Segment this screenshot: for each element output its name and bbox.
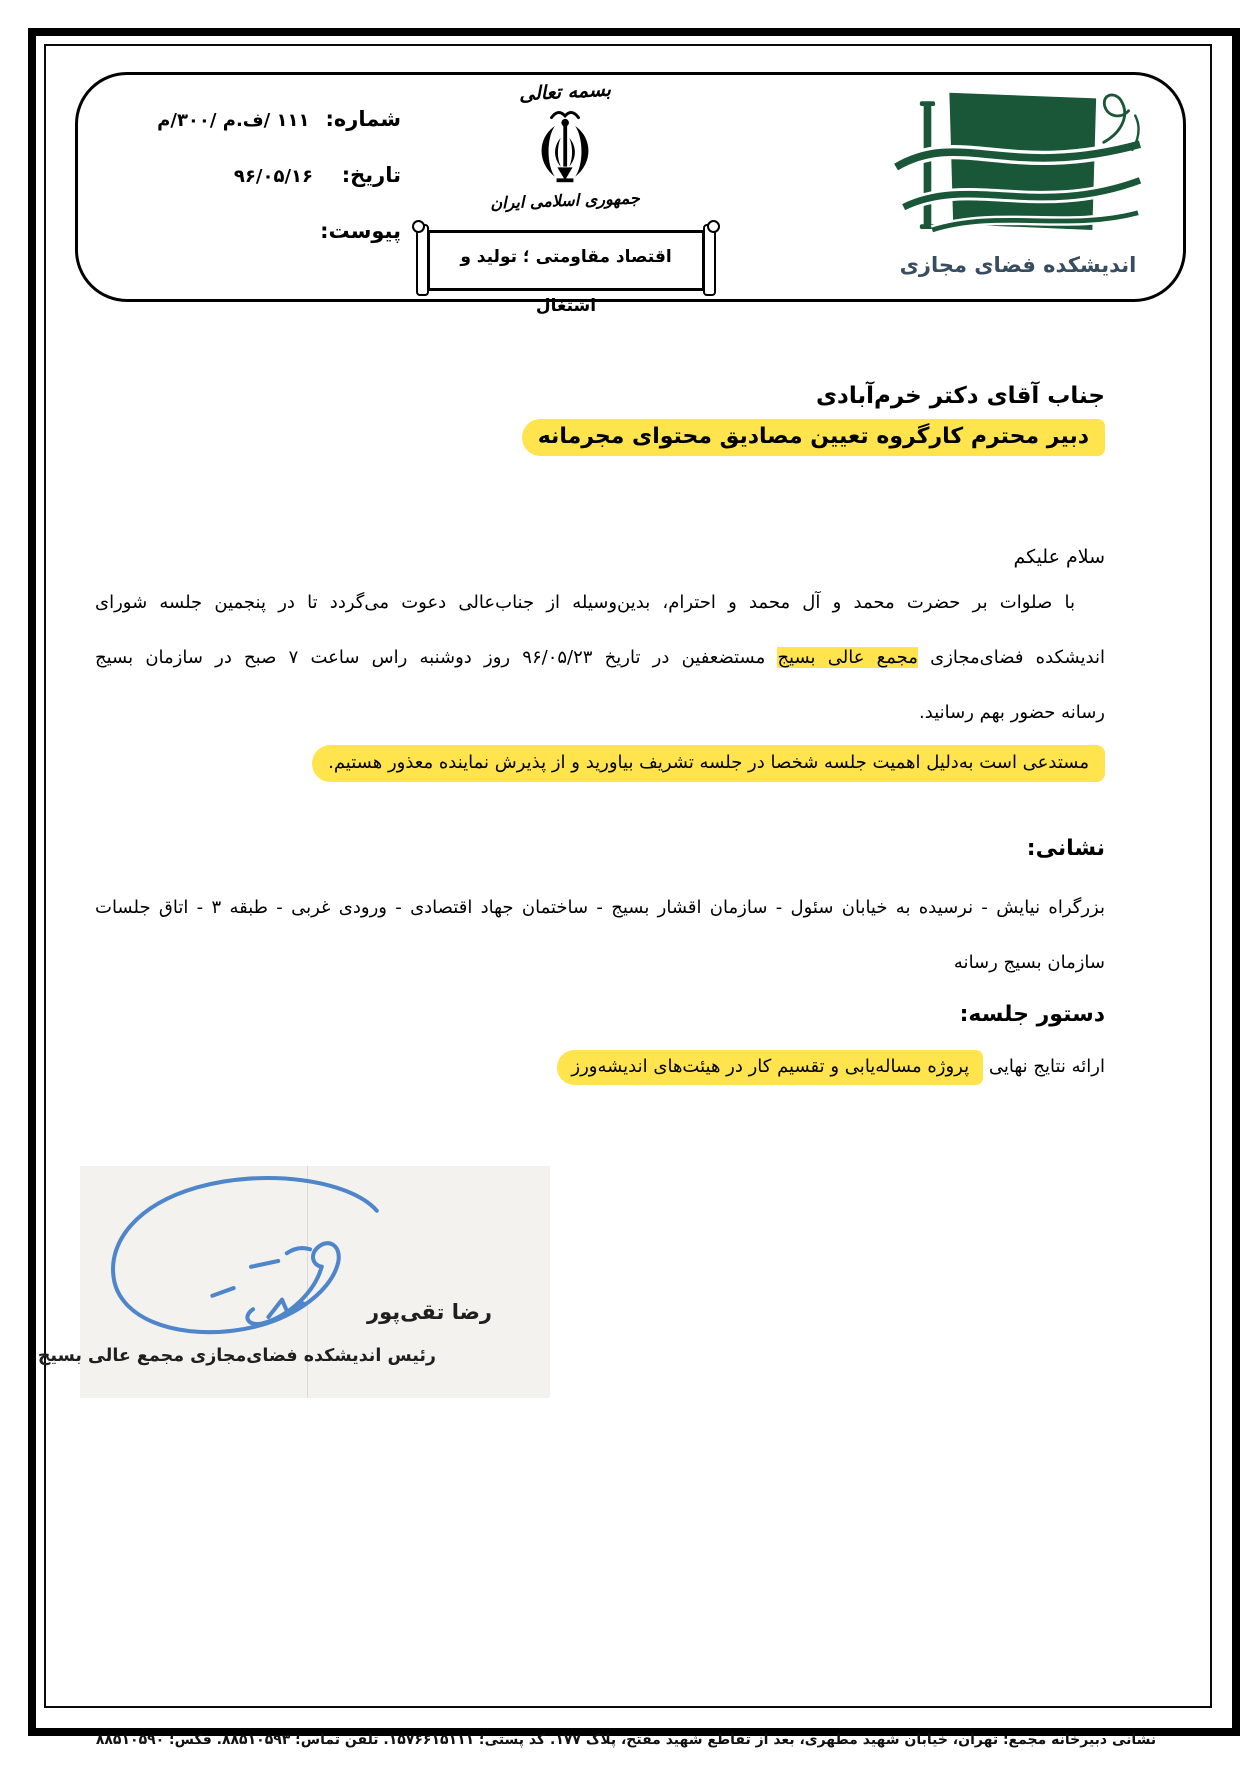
agenda-highlight: پروژه مساله‌یابی و تقسیم کار در هیئت‌های اندیشه‌ورز bbox=[557, 1050, 983, 1085]
scroll-knob-left-icon bbox=[412, 220, 425, 233]
country-name-text: جمهوری اسلامی ایران bbox=[490, 188, 640, 213]
salutation-text: سلام علیکم bbox=[1013, 546, 1105, 568]
notice-line bbox=[95, 752, 1105, 773]
recipient-title-highlight: دبیر محترم کارگروه تعیین مصادیق محتوای مجرمانه bbox=[522, 419, 1105, 456]
letter-meta bbox=[123, 107, 401, 275]
body-line-2-pre: اندیشکده فضای‌مجازی bbox=[917, 647, 1105, 668]
state-seal bbox=[470, 78, 660, 213]
recipient-name: جناب آقای دکتر خرم‌آبادی bbox=[815, 383, 1105, 409]
attachment-row bbox=[123, 219, 401, 251]
address-heading: نشانی: bbox=[1026, 836, 1105, 861]
notice-highlight: مستدعی است به‌دلیل اهمیت جلسه شخصا در جلسه تشریف بیاورید و از پذیرش نماینده معذور هستیم. bbox=[312, 745, 1105, 782]
scroll-pole-left-icon bbox=[416, 224, 429, 296]
attachment-label: پیوست: bbox=[320, 219, 401, 243]
body-line-1: با صلوات بر حضرت محمد و آل محمد و احترام، بدین‌وسیله از جناب‌عالی دعوت می‌گردد تا در پنجمین جلسه شورای bbox=[95, 592, 1075, 613]
address-text: بزرگراه نیایش - نرسیده به خیابان سئول - سازمان اقشار بسیج - ساختمان جهاد اقتصادی - ورودی غربی - طبقه ۳ - اتاق جلسات سازمان بسیج رسانه bbox=[95, 897, 1105, 973]
bismillah-text: بسمه تعالی bbox=[518, 78, 612, 106]
date-label: تاریخ: bbox=[341, 163, 401, 187]
date-row bbox=[123, 163, 401, 195]
recipient-title-line bbox=[95, 424, 1105, 449]
date-value: ۹۶/۰۵/۱۶ bbox=[233, 166, 313, 187]
body-paragraph bbox=[95, 575, 1105, 740]
ref-number-row bbox=[123, 107, 401, 139]
signer-title: رئیس اندیشکده فضای‌مجازی مجمع عالی بسیج bbox=[37, 1346, 436, 1366]
scroll-knob-right-icon bbox=[707, 220, 720, 233]
body-line-2-highlight: مجمع عالی بسیج bbox=[777, 647, 918, 668]
letterhead-box bbox=[75, 72, 1186, 316]
agenda-line bbox=[95, 1056, 1105, 1077]
body-line-2-post: مستضعفین در تاریخ ۹۶/۰۵/۲۳ روز دوشنبه راس ساعت ۷ صبح در سازمان بسیج bbox=[95, 647, 778, 668]
org-name-text: اندیشکده فضای مجازی bbox=[899, 253, 1137, 277]
body-line-3: رسانه حضور بهم رسانید. bbox=[919, 702, 1105, 723]
ref-number-label: شماره: bbox=[325, 107, 401, 131]
org-identity bbox=[873, 87, 1163, 277]
org-logo-icon bbox=[893, 87, 1143, 249]
recipient-block bbox=[95, 383, 1105, 449]
agenda-heading: دستور جلسه: bbox=[959, 1002, 1105, 1027]
scroll-pole-right-icon bbox=[703, 224, 716, 296]
agenda-pre-text: ارائه نتایج نهایی bbox=[983, 1056, 1105, 1077]
ref-number-value: ۱۱۱ /ف.م /۳۰۰/م bbox=[157, 110, 310, 131]
slogan-text: اقتصاد مقاومتی ؛ تولید و اشتغال bbox=[460, 247, 672, 316]
signer-name: رضا تقی‌پور bbox=[367, 1300, 492, 1324]
slogan-banner bbox=[427, 230, 705, 316]
body-line-2 bbox=[95, 630, 1105, 685]
iran-emblem-icon bbox=[527, 105, 603, 191]
footer-contact-text: نشانی دبیرخانه مجمع: تهران، خیابان شهید مطهری، بعد از تقاطع شهید مفتح، پلاک ۱۷۷. کد پستی؛ ۱۵۷۶۶۱۵۱۱۱. تلفن تماس؛ ۸۸۵۱۰۵۹۳. فکس؛ ۸۸۵۱۰۵۹۰ bbox=[95, 1732, 1157, 1748]
